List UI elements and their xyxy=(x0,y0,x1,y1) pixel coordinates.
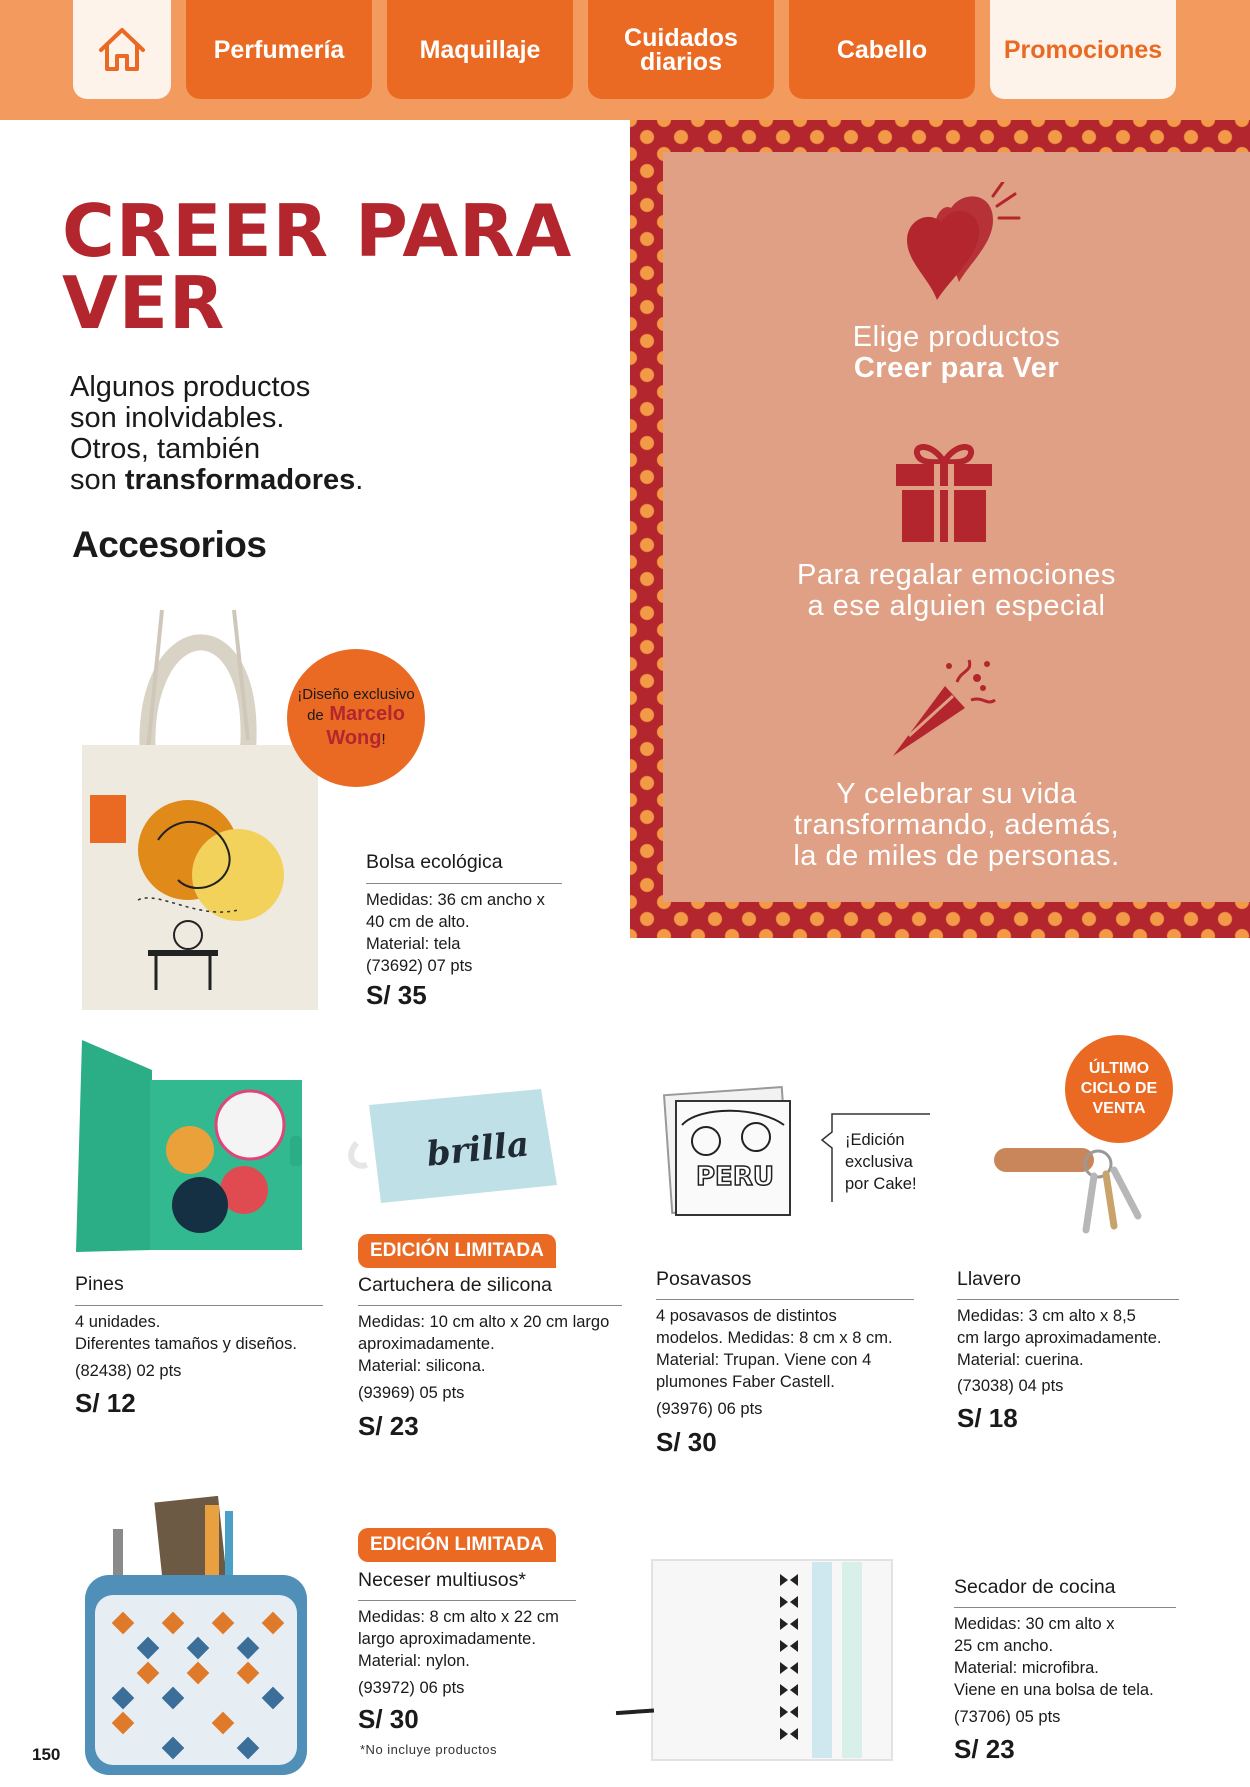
product-price: S/ 18 xyxy=(957,1403,1018,1433)
promo-panel-inner xyxy=(663,152,1250,902)
limited-edition-badge: EDICIÓN LIMITADA xyxy=(358,1528,556,1562)
home-icon xyxy=(95,23,149,77)
product-code: (93972) 06 pts xyxy=(358,1679,465,1697)
promo-line-1-bold: Creer para Ver xyxy=(853,352,1060,384)
product-price: S/ 30 xyxy=(656,1427,717,1457)
intro-line: Algunos productos xyxy=(70,371,311,403)
divider xyxy=(75,1305,323,1306)
product-price: S/ 12 xyxy=(75,1388,136,1418)
product-description: Medidas: 8 cm alto x 22 cm largo aproximadamente. Material: nylon. xyxy=(358,1608,559,1670)
product-price: S/ 35 xyxy=(366,980,427,1010)
tab-promociones[interactable]: Promociones xyxy=(990,0,1176,99)
product-code: (73706) 05 pts xyxy=(954,1708,1061,1726)
product-description: Medidas: 36 cm ancho x 40 cm de alto. Material: tela (73692) 07 pts xyxy=(366,891,545,975)
promo-line-3a: Y celebrar su vida xyxy=(836,778,1077,810)
coasters-image xyxy=(660,1085,800,1225)
hearts-icon xyxy=(901,182,1021,312)
last-cycle-badge: ÚLTIMO CICLO DE VENTA xyxy=(1065,1035,1173,1143)
divider xyxy=(957,1299,1179,1300)
promo-line-2b: a ese alguien especial xyxy=(807,590,1106,622)
product-description: Medidas: 30 cm alto x 25 cm ancho. Material: microfibra. Viene en una bolsa de tela. xyxy=(954,1615,1154,1699)
product-code: (93976) 06 pts xyxy=(656,1400,763,1418)
product-price: S/ 23 xyxy=(358,1411,419,1441)
product-code: (93969) 05 pts xyxy=(358,1384,465,1402)
kitchen-towel-image xyxy=(612,1550,897,1765)
intro-text xyxy=(70,372,490,496)
product-name: Pines xyxy=(75,1273,124,1295)
promo-line-2a: Para regalar emociones xyxy=(797,559,1116,591)
tab-perfumeria[interactable]: Perfumería xyxy=(186,0,372,99)
party-popper-icon xyxy=(887,652,997,762)
intro-bold: transformadores xyxy=(124,464,356,496)
product-price: S/ 23 xyxy=(954,1734,1015,1764)
exclusive-design-badge: ¡Diseño exclusivo de Marcelo Wong! xyxy=(287,649,425,787)
divider xyxy=(954,1607,1176,1608)
home-tab[interactable] xyxy=(73,0,171,99)
section-heading: Accesorios xyxy=(72,524,267,565)
exclusive-callout: ¡Edición exclusiva por Cake! xyxy=(845,1131,917,1193)
tote-bag-image xyxy=(78,590,328,1020)
product-name: Posavasos xyxy=(656,1268,752,1290)
promo-line-1: Elige productos xyxy=(852,321,1061,353)
page-number: 150 xyxy=(32,1745,61,1764)
keychain-image xyxy=(990,1130,1150,1235)
product-code: (73038) 04 pts xyxy=(957,1377,1064,1395)
product-name: Cartuchera de silicona xyxy=(358,1274,553,1296)
product-name: Llavero xyxy=(957,1268,1021,1290)
product-name: Bolsa ecológica xyxy=(366,851,503,873)
promo-line-3c: la de miles de personas. xyxy=(793,840,1120,872)
intro-line: son inolvidables. xyxy=(70,402,285,434)
limited-edition-badge: EDICIÓN LIMITADA xyxy=(358,1234,556,1268)
product-description: Medidas: 3 cm alto x 8,5 cm largo aproximadamente. Material: cuerina. xyxy=(957,1307,1162,1369)
silicone-pencil-case-image xyxy=(345,1085,560,1210)
promo-line-3b: transformando, además, xyxy=(793,809,1120,841)
divider xyxy=(366,883,562,884)
case-print-text: brilla xyxy=(424,1124,531,1175)
gift-icon xyxy=(892,438,996,546)
divider xyxy=(656,1299,914,1300)
product-description: 4 posavasos de distintos modelos. Medidas: 8 cm x 8 cm. Material: Trupan. Viene con 4 plumones Faber Castell. xyxy=(656,1307,893,1391)
multipurpose-pouch-image xyxy=(75,1495,315,1785)
footnote: *No incluye productos xyxy=(360,1742,497,1757)
intro-line: son transformadores. xyxy=(70,464,364,496)
intro-line: Otros, también xyxy=(70,433,261,465)
page-title: CREER PARA VER xyxy=(62,189,573,345)
product-name: Secador de cocina xyxy=(954,1576,1116,1598)
product-code: (82438) 02 pts xyxy=(75,1362,182,1380)
tab-cabello[interactable]: Cabello xyxy=(789,0,975,99)
product-price: S/ 30 xyxy=(358,1704,419,1734)
divider xyxy=(358,1600,576,1601)
product-description: 4 unidades. Diferentes tamaños y diseños. xyxy=(75,1313,297,1353)
pins-folder-image xyxy=(72,1040,302,1260)
product-description: Medidas: 10 cm alto x 20 cm largo aproximadamente. Material: silicona. xyxy=(358,1313,610,1375)
coaster-print-text: PERU xyxy=(696,1162,774,1192)
product-name: Neceser multiusos* xyxy=(358,1569,526,1591)
divider xyxy=(358,1305,622,1306)
tab-maquillaje[interactable]: Maquillaje xyxy=(387,0,573,99)
tab-cuidados-diarios[interactable]: Cuidados diarios xyxy=(588,0,774,99)
